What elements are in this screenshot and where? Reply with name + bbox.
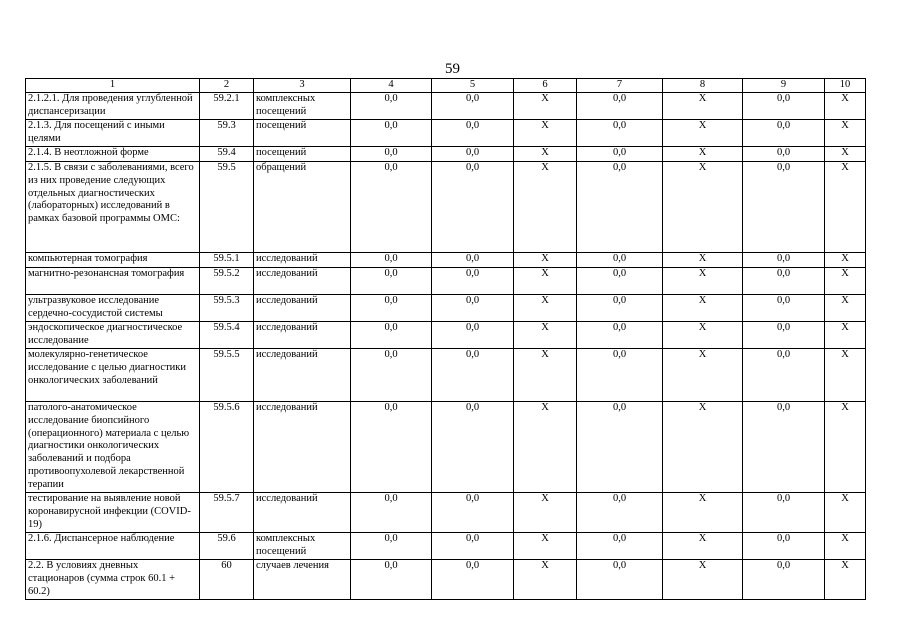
- row-label-text: 2.1.5. В связи с заболеваниями, всего из них проведение следующих отдельных диагностических (лабораторных) исследований в рамках базовой программы ОМС:: [28, 162, 194, 225]
- row-unit: исследований: [254, 253, 351, 268]
- row-code: 59.5.6: [200, 402, 254, 493]
- cell-col-4: 0,0: [351, 253, 432, 268]
- cell-col-10: X: [825, 533, 866, 560]
- cell-col-4: 0,0: [351, 162, 432, 253]
- page-number: 59: [445, 61, 460, 77]
- row-label: компьютерная томография: [26, 253, 200, 268]
- cell-col-5: 0,0: [432, 533, 514, 560]
- cell-col-4: 0,0: [351, 560, 432, 600]
- cell-col-9: 0,0: [743, 120, 825, 147]
- cell-col-4: 0,0: [351, 533, 432, 560]
- cell-col-4: 0,0: [351, 402, 432, 493]
- cell-col-7: 0,0: [577, 162, 663, 253]
- cell-col-8: X: [663, 560, 743, 600]
- cell-col-4: 0,0: [351, 295, 432, 322]
- cell-col-9: 0,0: [743, 93, 825, 120]
- cell-col-9: 0,0: [743, 147, 825, 162]
- row-label: магнитно-резонансная томография: [26, 268, 200, 295]
- cell-col-4: 0,0: [351, 493, 432, 533]
- cell-col-9: 0,0: [743, 322, 825, 349]
- row-code: 59.4: [200, 147, 254, 162]
- cell-col-10: X: [825, 322, 866, 349]
- row-label: молекулярно-генетическое исследование с целью диагностики онкологических заболеваний: [26, 349, 200, 402]
- table-row: [26, 162, 866, 253]
- table-row: [26, 349, 866, 402]
- cell-col-8: X: [663, 147, 743, 162]
- row-code: 59.5.2: [200, 268, 254, 295]
- cell-col-8: X: [663, 120, 743, 147]
- cell-col-5: 0,0: [432, 268, 514, 295]
- cell-col-8: X: [663, 493, 743, 533]
- row-label: 2.2. В условиях дневных стационаров (сумма строк 60.1 + 60.2): [26, 560, 200, 600]
- cell-col-10: X: [825, 253, 866, 268]
- row-code: 59.5.4: [200, 322, 254, 349]
- row-label: эндоскопическое диагностическое исследование: [26, 322, 200, 349]
- cell-col-7: 0,0: [577, 120, 663, 147]
- cell-col-7: 0,0: [577, 402, 663, 493]
- cell-col-8: X: [663, 322, 743, 349]
- row-label: 2.1.2.1. Для проведения углубленной диспансеризации: [26, 93, 200, 120]
- cell-col-7: 0,0: [577, 253, 663, 268]
- cell-col-9: 0,0: [743, 162, 825, 253]
- cell-col-4: 0,0: [351, 268, 432, 295]
- table-row: [26, 533, 866, 560]
- cell-col-9: 0,0: [743, 268, 825, 295]
- row-unit: исследований: [254, 349, 351, 402]
- row-code: 59.6: [200, 533, 254, 560]
- row-unit: посещений: [254, 120, 351, 147]
- cell-col-6: X: [514, 268, 577, 295]
- cell-col-7: 0,0: [577, 533, 663, 560]
- cell-col-6: X: [514, 349, 577, 402]
- cell-col-8: X: [663, 349, 743, 402]
- table-row: [26, 120, 866, 147]
- row-code: 59.5.1: [200, 253, 254, 268]
- cell-col-4: 0,0: [351, 147, 432, 162]
- cell-col-8: X: [663, 162, 743, 253]
- cell-col-6: X: [514, 533, 577, 560]
- cell-col-10: X: [825, 349, 866, 402]
- cell-col-7: 0,0: [577, 268, 663, 295]
- row-unit: комплексных посещений: [254, 93, 351, 120]
- header-cell-9: 9: [743, 79, 825, 93]
- table-row: [26, 268, 866, 295]
- row-label: 2.1.4. В неотложной форме: [26, 147, 200, 162]
- cell-col-10: X: [825, 268, 866, 295]
- cell-col-9: 0,0: [743, 493, 825, 533]
- cell-col-10: X: [825, 295, 866, 322]
- cell-col-5: 0,0: [432, 120, 514, 147]
- row-unit: исследований: [254, 295, 351, 322]
- cell-col-5: 0,0: [432, 349, 514, 402]
- cell-col-9: 0,0: [743, 253, 825, 268]
- header-row: [26, 79, 866, 93]
- cell-col-10: X: [825, 402, 866, 493]
- cell-col-5: 0,0: [432, 93, 514, 120]
- table-row: [26, 560, 866, 600]
- row-label: 2.1.6. Диспансерное наблюдение: [26, 533, 200, 560]
- row-unit: посещений: [254, 147, 351, 162]
- cell-col-7: 0,0: [577, 93, 663, 120]
- cell-col-9: 0,0: [743, 560, 825, 600]
- row-label: [26, 162, 200, 253]
- cell-col-6: X: [514, 120, 577, 147]
- cell-col-9: 0,0: [743, 533, 825, 560]
- cell-col-10: X: [825, 560, 866, 600]
- cell-col-7: 0,0: [577, 560, 663, 600]
- cell-col-4: 0,0: [351, 120, 432, 147]
- row-code: 59.5.3: [200, 295, 254, 322]
- cell-col-8: X: [663, 295, 743, 322]
- row-code: 59.5.7: [200, 493, 254, 533]
- cell-col-4: 0,0: [351, 322, 432, 349]
- row-code: 60: [200, 560, 254, 600]
- row-code: 59.2.1: [200, 93, 254, 120]
- cell-col-4: 0,0: [351, 349, 432, 402]
- table-row: [26, 322, 866, 349]
- cell-col-10: X: [825, 162, 866, 253]
- row-unit: случаев лечения: [254, 560, 351, 600]
- row-label: тестирование на выявление новой коронавирусной инфекции (COVID-19): [26, 493, 200, 533]
- header-cell-3: 3: [254, 79, 351, 93]
- cell-col-6: X: [514, 93, 577, 120]
- cell-col-6: X: [514, 493, 577, 533]
- cell-col-5: 0,0: [432, 322, 514, 349]
- cell-col-9: 0,0: [743, 402, 825, 493]
- cell-col-8: X: [663, 268, 743, 295]
- cell-col-10: X: [825, 120, 866, 147]
- cell-col-5: 0,0: [432, 402, 514, 493]
- cell-col-10: X: [825, 493, 866, 533]
- table-row: [26, 295, 866, 322]
- cell-col-5: 0,0: [432, 147, 514, 162]
- cell-col-6: X: [514, 253, 577, 268]
- row-unit: исследований: [254, 322, 351, 349]
- cell-col-5: 0,0: [432, 560, 514, 600]
- cell-col-6: X: [514, 147, 577, 162]
- row-unit: исследований: [254, 493, 351, 533]
- header-cell-2: 2: [200, 79, 254, 93]
- row-label: патолого-анатомическое исследование биопсийного (операционного) материала с целью диагностики онкологических заболеваний и подбора противоопухолевой лекарственной терапии: [26, 402, 200, 493]
- cell-col-8: X: [663, 93, 743, 120]
- cell-col-5: 0,0: [432, 162, 514, 253]
- cell-col-7: 0,0: [577, 349, 663, 402]
- header-cell-1: 1: [26, 79, 200, 93]
- table-row: [26, 147, 866, 162]
- cell-col-8: X: [663, 402, 743, 493]
- table-row: [26, 493, 866, 533]
- cell-col-6: X: [514, 560, 577, 600]
- row-unit: исследований: [254, 268, 351, 295]
- table-row: [26, 402, 866, 493]
- cell-col-5: 0,0: [432, 295, 514, 322]
- cell-col-9: 0,0: [743, 295, 825, 322]
- row-code: 59.5: [200, 162, 254, 253]
- cell-col-7: 0,0: [577, 493, 663, 533]
- table-row: [26, 93, 866, 120]
- cell-col-6: X: [514, 162, 577, 253]
- row-code: 59.5.5: [200, 349, 254, 402]
- cell-col-7: 0,0: [577, 147, 663, 162]
- cell-col-6: X: [514, 322, 577, 349]
- cell-col-7: 0,0: [577, 322, 663, 349]
- row-label: 2.1.3. Для посещений с иными целями: [26, 120, 200, 147]
- header-cell-8: 8: [663, 79, 743, 93]
- cell-col-6: X: [514, 402, 577, 493]
- row-code: 59.3: [200, 120, 254, 147]
- data-table: [25, 78, 866, 600]
- cell-col-5: 0,0: [432, 493, 514, 533]
- cell-col-8: X: [663, 533, 743, 560]
- row-unit: исследований: [254, 402, 351, 493]
- cell-col-9: 0,0: [743, 349, 825, 402]
- header-cell-7: 7: [577, 79, 663, 93]
- cell-col-10: X: [825, 93, 866, 120]
- cell-col-8: X: [663, 253, 743, 268]
- cell-col-5: 0,0: [432, 253, 514, 268]
- row-unit: комплексных посещений: [254, 533, 351, 560]
- row-label: ультразвуковое исследование сердечно-сосудистой системы: [26, 295, 200, 322]
- cell-col-7: 0,0: [577, 295, 663, 322]
- cell-col-6: X: [514, 295, 577, 322]
- header-cell-6: 6: [514, 79, 577, 93]
- cell-col-4: 0,0: [351, 93, 432, 120]
- header-cell-4: 4: [351, 79, 432, 93]
- table-row: [26, 253, 866, 268]
- cell-col-10: X: [825, 147, 866, 162]
- row-unit: обращений: [254, 162, 351, 253]
- header-cell-10: 10: [825, 79, 866, 93]
- header-cell-5: 5: [432, 79, 514, 93]
